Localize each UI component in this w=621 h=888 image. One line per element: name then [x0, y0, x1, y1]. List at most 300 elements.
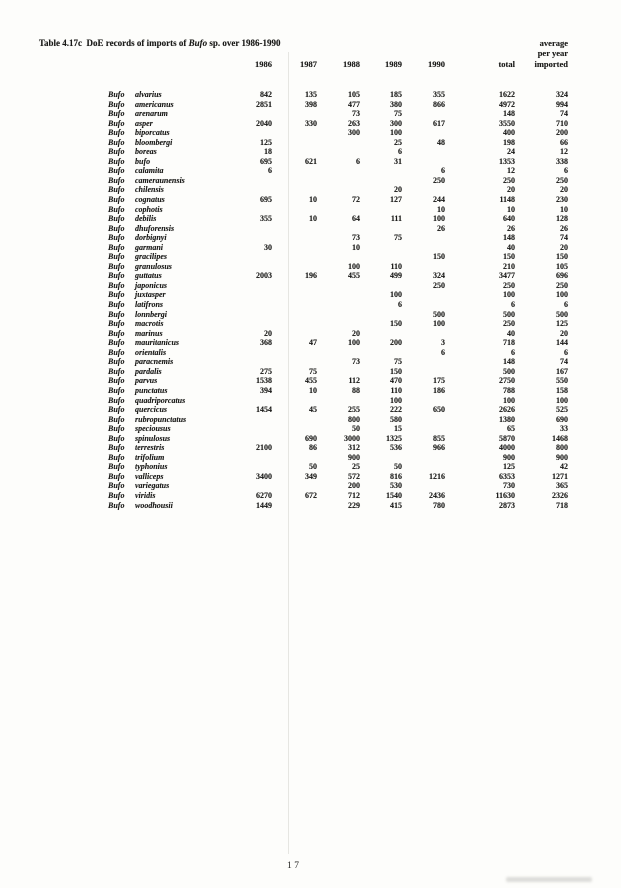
- value-cell: 42: [560, 462, 568, 472]
- table-row: [108, 205, 568, 215]
- value-cell: 12: [507, 166, 515, 176]
- value-cell: [220, 310, 272, 320]
- table-title-genus: Bufo: [188, 38, 208, 48]
- value-cell: 111: [390, 214, 402, 224]
- value-cell: 695: [260, 195, 272, 205]
- value-cell: 127: [390, 195, 402, 205]
- value-cell: 1380: [499, 414, 515, 424]
- genus-cell: Bufo: [108, 462, 125, 472]
- table-row: [108, 348, 568, 358]
- value-cell: 530: [390, 481, 402, 491]
- value-cell: 12: [560, 147, 568, 157]
- table-row: [108, 329, 568, 339]
- scan-smudge-artifact: [506, 877, 592, 882]
- value-cell: [402, 128, 445, 138]
- value-cell: 500: [556, 309, 568, 319]
- species-cell: trifolium: [135, 452, 165, 462]
- value-cell: [402, 453, 445, 463]
- value-cell: 20: [264, 328, 272, 338]
- value-cell: 18: [264, 147, 272, 157]
- table-row: [108, 119, 568, 129]
- value-cell: 966: [433, 443, 445, 453]
- genus-cell: Bufo: [108, 376, 125, 386]
- genus-cell: Bufo: [108, 242, 125, 252]
- species-cell: viridis: [135, 490, 156, 500]
- value-cell: [402, 329, 445, 339]
- species-cell: lonnbergi: [135, 309, 168, 319]
- value-cell: 250: [503, 319, 515, 329]
- header-year-1990: 1990: [428, 59, 445, 69]
- value-cell: [317, 252, 360, 262]
- value-cell: 380: [390, 99, 402, 109]
- species-cell: americanus: [135, 99, 174, 109]
- value-cell: 6: [564, 347, 568, 357]
- value-cell: 11630: [495, 490, 515, 500]
- table-row: [108, 185, 568, 195]
- value-cell: 536: [390, 443, 402, 453]
- value-cell: [317, 281, 360, 291]
- value-cell: 150: [433, 252, 445, 262]
- table-row: [108, 100, 568, 110]
- genus-cell: Bufo: [108, 338, 125, 348]
- value-cell: 800: [348, 414, 360, 424]
- value-cell: 312: [348, 443, 360, 453]
- value-cell: 275: [260, 366, 272, 376]
- genus-cell: Bufo: [108, 405, 125, 415]
- species-cell: juxtasper: [135, 290, 166, 300]
- value-cell: 64: [352, 214, 360, 224]
- value-cell: 1538: [256, 376, 272, 386]
- value-cell: [220, 319, 272, 329]
- table-row: [108, 147, 568, 157]
- genus-cell: Bufo: [108, 300, 125, 310]
- value-cell: [317, 138, 360, 148]
- species-cell: quadriporcatus: [135, 395, 186, 405]
- table-row: [108, 376, 568, 386]
- value-cell: 135: [305, 90, 317, 99]
- value-cell: 2851: [256, 99, 272, 109]
- species-cell: variegatus: [135, 481, 170, 491]
- genus-cell: Bufo: [108, 156, 125, 166]
- value-cell: 72: [352, 195, 360, 205]
- value-cell: 855: [433, 433, 445, 443]
- value-cell: 2750: [499, 376, 515, 386]
- value-cell: 75: [394, 233, 402, 243]
- value-cell: 499: [390, 271, 402, 281]
- value-cell: 6: [398, 300, 402, 310]
- species-cell: boreas: [135, 147, 157, 157]
- value-cell: [272, 319, 317, 329]
- value-cell: 33: [560, 424, 568, 434]
- value-cell: [317, 147, 360, 157]
- value-cell: [360, 166, 402, 176]
- value-cell: 48: [437, 137, 445, 147]
- header-year-1989: 1989: [385, 59, 402, 69]
- value-cell: [360, 205, 402, 215]
- value-cell: 3550: [499, 118, 515, 128]
- value-cell: 26: [507, 223, 515, 233]
- value-cell: 6: [564, 300, 568, 310]
- value-cell: [360, 252, 402, 262]
- table-row: [108, 157, 568, 167]
- value-cell: 1468: [552, 433, 568, 443]
- table-row: [108, 453, 568, 463]
- species-cell: terrestris: [135, 443, 165, 453]
- value-cell: 200: [556, 128, 568, 138]
- value-cell: 1148: [499, 195, 515, 205]
- value-cell: 4972: [499, 99, 515, 109]
- value-cell: [272, 310, 317, 320]
- value-cell: 148: [503, 233, 515, 243]
- value-cell: 3000: [344, 433, 360, 443]
- value-cell: [272, 396, 317, 406]
- value-cell: [317, 348, 360, 358]
- value-cell: 712: [348, 490, 360, 500]
- species-cell: speciousus: [135, 424, 171, 434]
- value-cell: 40: [507, 328, 515, 338]
- value-cell: 175: [433, 376, 445, 386]
- value-cell: [402, 290, 445, 300]
- species-cell: bloombergi: [135, 137, 173, 147]
- value-cell: 20: [560, 328, 568, 338]
- species-cell: woodhousii: [135, 500, 173, 510]
- value-cell: [317, 224, 360, 234]
- value-cell: 415: [390, 500, 402, 510]
- value-cell: 10: [507, 204, 515, 214]
- value-cell: 394: [260, 385, 272, 395]
- table-row: [108, 195, 568, 205]
- value-cell: 222: [390, 405, 402, 415]
- genus-cell: Bufo: [108, 395, 125, 405]
- value-cell: 1449: [256, 500, 272, 510]
- value-cell: [317, 176, 360, 186]
- value-cell: 10: [309, 195, 317, 205]
- header-average-line2: per year: [537, 48, 568, 58]
- genus-cell: Bufo: [108, 328, 125, 338]
- value-cell: 10: [309, 214, 317, 224]
- value-cell: 4000: [499, 443, 515, 453]
- value-cell: 672: [305, 490, 317, 500]
- value-cell: [272, 233, 317, 243]
- value-cell: 26: [560, 223, 568, 233]
- value-cell: 15: [394, 424, 402, 434]
- value-cell: [402, 300, 445, 310]
- value-cell: 788: [503, 385, 515, 395]
- value-cell: [402, 243, 445, 253]
- species-cell: parvus: [135, 376, 158, 386]
- table-row: [108, 214, 568, 224]
- value-cell: 24: [507, 147, 515, 157]
- value-cell: [360, 281, 402, 291]
- table-row: [108, 405, 568, 415]
- value-cell: 230: [556, 195, 568, 205]
- value-cell: 900: [503, 452, 515, 462]
- value-cell: [220, 109, 272, 119]
- value-cell: 330: [305, 118, 317, 128]
- value-cell: [272, 348, 317, 358]
- value-cell: 100: [348, 261, 360, 271]
- value-cell: [220, 453, 272, 463]
- table-row: [108, 472, 568, 482]
- value-cell: 167: [556, 366, 568, 376]
- value-cell: 349: [305, 471, 317, 481]
- value-cell: [220, 300, 272, 310]
- value-cell: 690: [556, 414, 568, 424]
- value-cell: [220, 205, 272, 215]
- value-cell: [360, 310, 402, 320]
- value-cell: 572: [348, 471, 360, 481]
- species-cell: asper: [135, 118, 153, 128]
- table-title: [30, 28, 280, 58]
- species-cell: paracnemis: [135, 357, 174, 367]
- value-cell: 185: [390, 90, 402, 99]
- value-cell: [402, 147, 445, 157]
- table-row: [108, 434, 568, 444]
- value-cell: 650: [433, 405, 445, 415]
- value-cell: [360, 176, 402, 186]
- value-cell: [360, 453, 402, 463]
- value-cell: 200: [348, 481, 360, 491]
- value-cell: 20: [394, 185, 402, 195]
- genus-cell: Bufo: [108, 309, 125, 319]
- value-cell: [220, 348, 272, 358]
- genus-cell: Bufo: [108, 261, 125, 271]
- value-cell: 255: [348, 405, 360, 415]
- table-row: [108, 396, 568, 406]
- value-cell: [272, 109, 317, 119]
- value-cell: 263: [348, 118, 360, 128]
- genus-cell: Bufo: [108, 471, 125, 481]
- species-cell: marinus: [135, 328, 163, 338]
- value-cell: 110: [390, 385, 402, 395]
- header-year-1988: 1988: [343, 59, 360, 69]
- value-cell: 1454: [256, 405, 272, 415]
- value-cell: 75: [394, 109, 402, 119]
- table-body: [108, 90, 568, 510]
- value-cell: 148: [503, 357, 515, 367]
- value-cell: 355: [260, 214, 272, 224]
- species-cell: spinulosus: [135, 433, 171, 443]
- value-cell: 800: [556, 443, 568, 453]
- genus-cell: Bufo: [108, 118, 125, 128]
- table-row: [108, 443, 568, 453]
- table-title-prefix: Table 4.17c DoE records of imports of: [38, 38, 189, 48]
- species-cell: macrotis: [135, 319, 164, 329]
- value-cell: [360, 243, 402, 253]
- genus-cell: Bufo: [108, 481, 125, 491]
- value-cell: 900: [556, 452, 568, 462]
- value-cell: 110: [390, 261, 402, 271]
- genus-cell: Bufo: [108, 357, 125, 367]
- table-row: [108, 462, 568, 472]
- value-cell: 338: [556, 156, 568, 166]
- value-cell: [317, 319, 360, 329]
- value-cell: 525: [556, 405, 568, 415]
- value-cell: 10: [352, 242, 360, 252]
- value-cell: 250: [503, 280, 515, 290]
- value-cell: 710: [556, 118, 568, 128]
- value-cell: 324: [556, 90, 568, 99]
- value-cell: 6: [441, 347, 445, 357]
- value-cell: [272, 281, 317, 291]
- table-row: [108, 386, 568, 396]
- value-cell: 31: [394, 156, 402, 166]
- table-title-suffix: sp. over 1986-1990: [207, 38, 281, 48]
- value-cell: [272, 147, 317, 157]
- species-cell: biporcatus: [135, 128, 170, 138]
- table-row: [108, 424, 568, 434]
- value-cell: 65: [507, 424, 515, 434]
- species-cell: guttatus: [135, 271, 162, 281]
- value-cell: 300: [348, 128, 360, 138]
- genus-cell: Bufo: [108, 280, 125, 290]
- genus-cell: Bufo: [108, 233, 125, 243]
- value-cell: 355: [433, 90, 445, 99]
- value-cell: 10: [560, 204, 568, 214]
- species-cell: dorbignyi: [135, 233, 167, 243]
- value-cell: [402, 481, 445, 491]
- value-cell: 1540: [386, 490, 402, 500]
- table-row: [108, 252, 568, 262]
- value-cell: [402, 462, 445, 472]
- species-cell: quercicus: [135, 405, 167, 415]
- genus-cell: Bufo: [108, 319, 125, 329]
- value-cell: 300: [390, 118, 402, 128]
- value-cell: 86: [309, 443, 317, 453]
- value-cell: 696: [556, 271, 568, 281]
- value-cell: 6: [564, 166, 568, 176]
- value-cell: 324: [433, 271, 445, 281]
- genus-cell: Bufo: [108, 204, 125, 214]
- species-cell: orientalis: [135, 347, 167, 357]
- species-cell: garmani: [135, 242, 164, 252]
- value-cell: 2003: [256, 271, 272, 281]
- header-imported: imported: [534, 59, 568, 69]
- species-cell: calamita: [135, 166, 164, 176]
- genus-cell: Bufo: [108, 443, 125, 453]
- table-row: [108, 290, 568, 300]
- value-cell: 500: [433, 309, 445, 319]
- value-cell: 455: [305, 376, 317, 386]
- genus-cell: Bufo: [108, 290, 125, 300]
- value-cell: 718: [556, 500, 568, 510]
- value-cell: 47: [309, 338, 317, 348]
- value-cell: [402, 157, 445, 167]
- value-cell: 2873: [499, 500, 515, 510]
- value-cell: [317, 310, 360, 320]
- value-cell: [220, 233, 272, 243]
- genus-cell: Bufo: [108, 109, 125, 119]
- value-cell: 2326: [552, 490, 568, 500]
- value-cell: 470: [390, 376, 402, 386]
- value-cell: [272, 300, 317, 310]
- value-cell: [220, 462, 272, 472]
- species-cell: gracilipes: [135, 252, 167, 262]
- species-cell: japonicus: [135, 280, 168, 290]
- genus-cell: Bufo: [108, 166, 125, 176]
- value-cell: 1216: [429, 471, 445, 481]
- value-cell: 866: [433, 99, 445, 109]
- species-cell: chilensis: [135, 185, 164, 195]
- value-cell: [402, 367, 445, 377]
- value-cell: 250: [556, 280, 568, 290]
- species-cell: debilis: [135, 214, 157, 224]
- genus-cell: Bufo: [108, 137, 125, 147]
- value-cell: [402, 415, 445, 425]
- value-cell: 45: [309, 405, 317, 415]
- value-cell: [272, 453, 317, 463]
- value-cell: 6: [511, 347, 515, 357]
- table-row: [108, 300, 568, 310]
- species-cell: rubropunctatus: [135, 414, 187, 424]
- genus-cell: Bufo: [108, 424, 125, 434]
- value-cell: 718: [503, 338, 515, 348]
- value-cell: 100: [348, 338, 360, 348]
- value-cell: [272, 185, 317, 195]
- table-row: [108, 501, 568, 511]
- value-cell: 6: [268, 166, 272, 176]
- value-cell: 477: [348, 99, 360, 109]
- value-cell: [272, 166, 317, 176]
- value-cell: 100: [390, 395, 402, 405]
- value-cell: 617: [433, 118, 445, 128]
- value-cell: 842: [260, 90, 272, 99]
- value-cell: 20: [560, 242, 568, 252]
- value-cell: 198: [503, 137, 515, 147]
- value-cell: 994: [556, 99, 568, 109]
- value-cell: [317, 367, 360, 377]
- value-cell: 368: [260, 338, 272, 348]
- value-cell: 10: [437, 204, 445, 214]
- table-row: [108, 166, 568, 176]
- value-cell: 100: [503, 395, 515, 405]
- table-row: [108, 233, 568, 243]
- value-cell: [402, 357, 445, 367]
- value-cell: 74: [560, 233, 568, 243]
- value-cell: [220, 224, 272, 234]
- species-cell: punctatus: [135, 385, 168, 395]
- value-cell: 100: [433, 319, 445, 329]
- value-cell: [220, 252, 272, 262]
- value-cell: 695: [260, 156, 272, 166]
- value-cell: 6353: [499, 471, 515, 481]
- value-cell: 74: [560, 357, 568, 367]
- value-cell: 3477: [499, 271, 515, 281]
- value-cell: 30: [264, 242, 272, 252]
- value-cell: 550: [556, 376, 568, 386]
- header-spacer: [108, 59, 220, 69]
- value-cell: 125: [556, 319, 568, 329]
- table-row: [108, 271, 568, 281]
- value-cell: 75: [309, 366, 317, 376]
- species-cell: mauritanicus: [135, 338, 180, 348]
- value-cell: 400: [503, 128, 515, 138]
- value-cell: [272, 290, 317, 300]
- value-cell: 6: [398, 147, 402, 157]
- value-cell: 20: [507, 185, 515, 195]
- value-cell: 5870: [499, 433, 515, 443]
- value-cell: [272, 252, 317, 262]
- genus-cell: Bufo: [108, 500, 125, 510]
- value-cell: [220, 281, 272, 291]
- value-cell: 730: [503, 481, 515, 491]
- page-number: 17: [287, 861, 302, 871]
- species-cell: cognatus: [135, 195, 165, 205]
- value-cell: 112: [348, 376, 360, 386]
- value-cell: 2040: [256, 118, 272, 128]
- value-cell: 105: [556, 261, 568, 271]
- value-cell: 1271: [552, 471, 568, 481]
